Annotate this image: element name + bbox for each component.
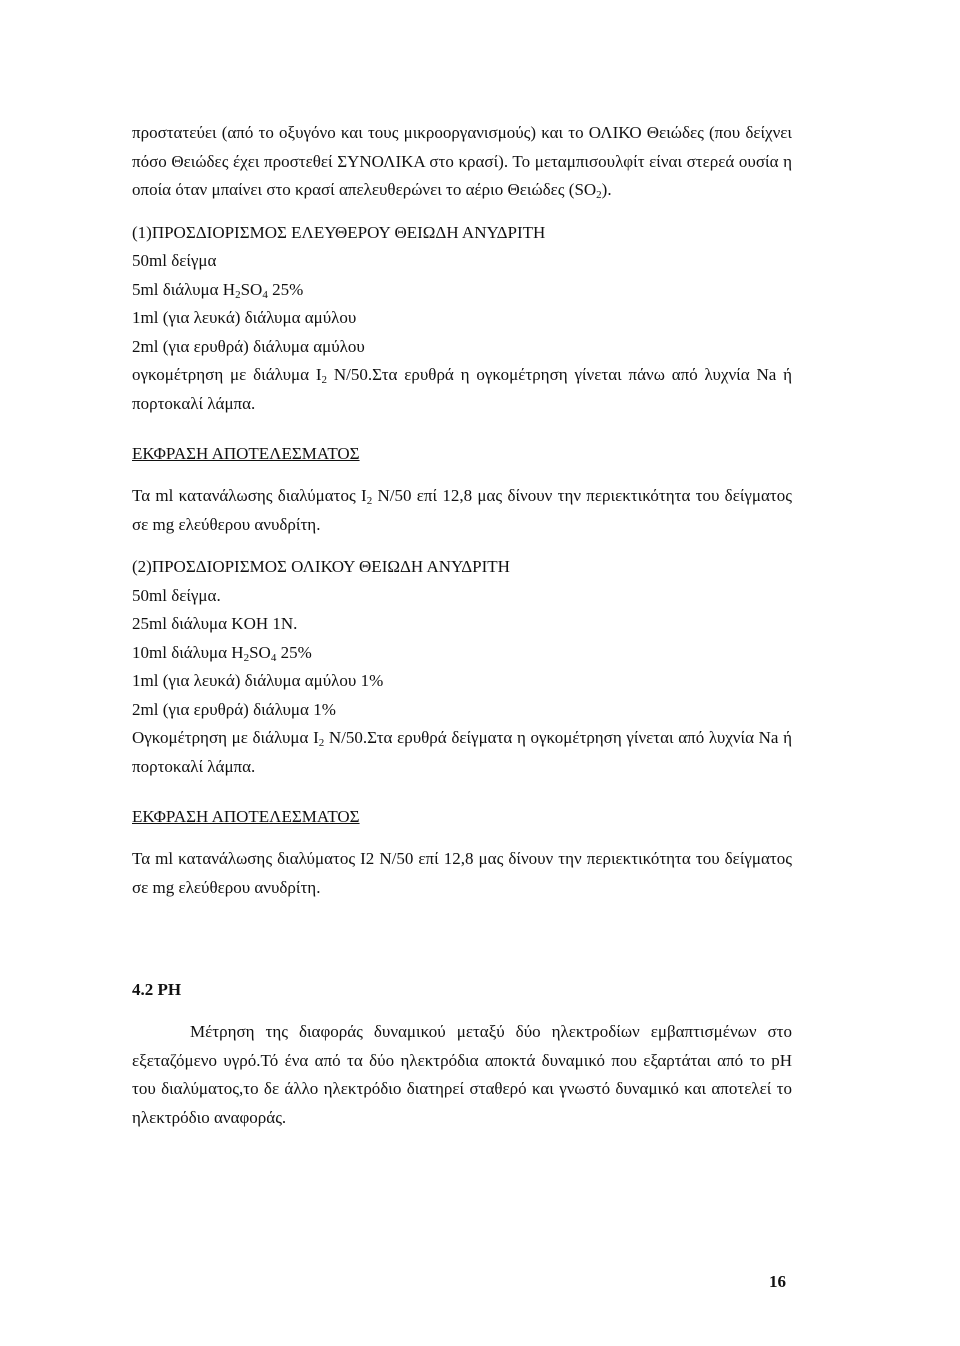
result1-heading: ΕΚΦΡΑΣΗ ΑΠΟΤΕΛΕΣΜΑΤΟΣ (132, 444, 360, 463)
result1-text: Τα ml κατανάλωσης διαλύματος $I_2$ N/50 επί 12,8 μας δίνουν την περιεκτικότητα του δείγματος σε mg ελεύθερου ανυδρίτη. (132, 486, 793, 534)
section2-acid: 10ml διάλυμα $H_2SO_4$ 25% (132, 642, 312, 664)
section1-acid: 5ml διάλυμα $H_2SO_4$ 25% (132, 279, 304, 301)
section2-sample: 50ml δείγμα. (132, 585, 221, 605)
section1-sample: 50ml δείγμα (132, 251, 217, 270)
section2-titration: Ογκομέτρηση με διάλυμα $I_2$ N/50.Στα ερυθρά δείγματα η ογκομέτρηση γίνεται από λυχνία Na ή πορτοκαλί λάμπα. (132, 728, 792, 776)
section2-koh: 25ml διάλυμα KOH 1N. (132, 614, 298, 633)
section3-title: 4.2 PH (132, 980, 182, 999)
page-content (132, 119, 792, 1132)
intro-text: προστατεύει (από το οξυγόνο και τους μικροοργανισμούς) και το ΟΛΙΚΟ Θειώδες (που δείχνει πόσο Θειώδες έχει προστεθεί ΣΥΝΟΛΙΚΑ στο κρασί). Το μεταμπισουλφίτ είναι στερεά ουσία η οποία όταν μπαίνει στο κρασί απελευθερώνει το αέριο Θειώδες (SO (132, 123, 792, 199)
intro-subscript: 2 (596, 189, 602, 201)
section1-title: (1)ΠΡΟΣΔΙΟΡΙΣΜΟΣ ΕΛΕΥΘΕΡΟΥ ΘΕΙΩΔΗ ΑΝΥΔΡΙΤΗ (132, 222, 546, 242)
intro-text-end: ). (601, 180, 612, 199)
section1-red: 2ml (για ερυθρά) διάλυμα αμύλου (132, 336, 365, 356)
section1-white: 1ml (για λευκά) διάλυμα αμύλου (132, 308, 357, 327)
page-number: 16 (769, 1272, 786, 1291)
section2-red: 2ml (για ερυθρά) διάλυμα 1% (132, 699, 336, 719)
result2-heading: ΕΚΦΡΑΣΗ ΑΠΟΤΕΛΕΣΜΑΤΟΣ (132, 807, 360, 826)
section3-text: Μέτρηση της διαφοράς δυναμικού μεταξύ δύο ηλεκτροδίων εμβαπτισμένων στο εξεταζόμενο υγρό.Τό ένα από τα δύο ηλεκτρόδια αποκτά δυναμικό που εξαρτάται από το pH του διαλύματος,το δε άλλο ηλεκτρόδιο διατηρεί σταθερό και γνωστό δυναμικό και αποτελεί το ηλεκτρόδιο αναφοράς. (132, 1022, 792, 1127)
intro-paragraph (132, 119, 792, 205)
section1-titration: ογκομέτρηση με διάλυμα $I_2$ N/50.Στα ερυθρά η ογκομέτρηση γίνεται πάνω από λυχνία Na ή πορτοκαλί λάμπα. (132, 365, 792, 413)
section2-white: 1ml (για λευκά) διάλυμα αμύλου 1% (132, 671, 384, 690)
section2-title: (2)ΠΡΟΣΔΙΟΡΙΣΜΟΣ ΟΛΙΚΟΥ ΘΕΙΩΔΗ ΑΝΥΔΡΙΤΗ (132, 557, 510, 576)
result2-text: Τα ml κατανάλωσης διαλύματος I2 N/50 επί 12,8 μας δίνουν την περιεκτικότητα του δείγματος σε mg ελεύθερου ανυδρίτη. (132, 849, 792, 897)
